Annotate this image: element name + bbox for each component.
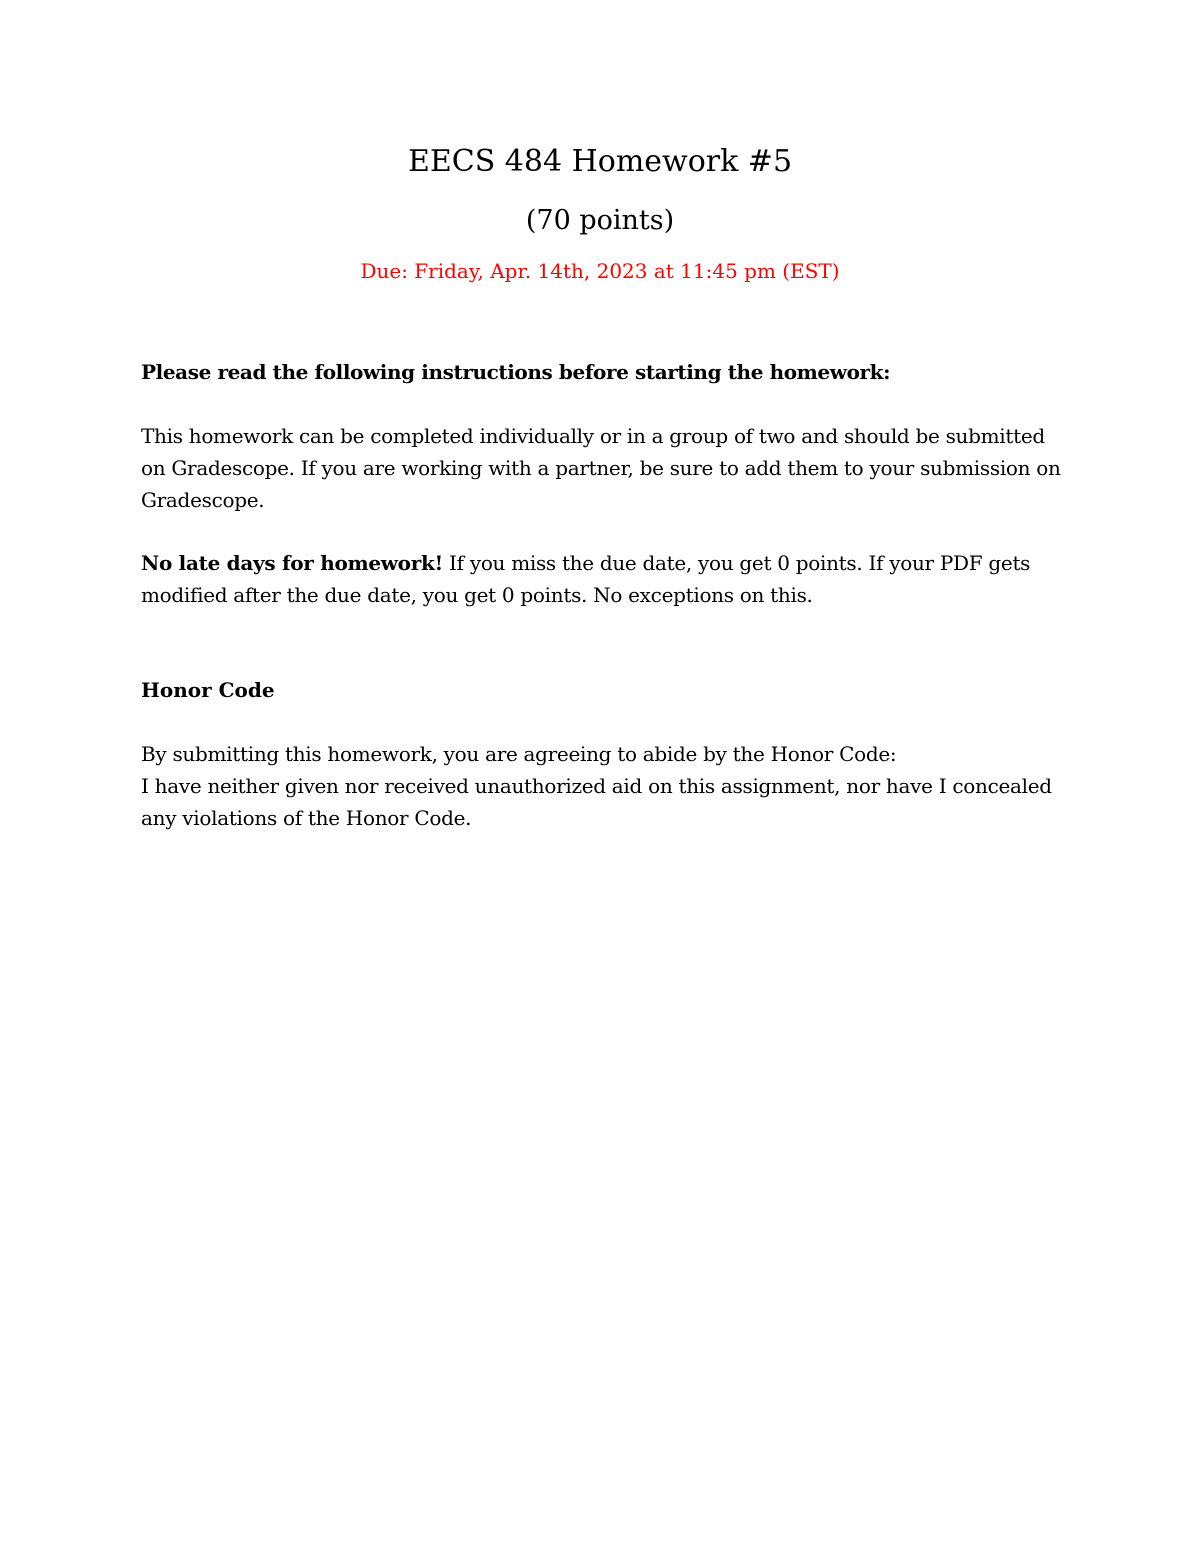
honor-code-pledge: I have neither given nor received unauthorized aid on this assignment, nor have I concealed any violations of the Honor Code.: [141, 774, 1052, 830]
honor-code-heading: Honor Code: [141, 678, 275, 702]
honor-code-agreement-line: By submitting this homework, you are agreeing to abide by the Honor Code:: [141, 742, 897, 766]
homework-title: EECS 484 Homework #5: [407, 144, 793, 179]
instructions-heading: Please read the following instructions before starting the homework:: [141, 360, 891, 384]
group-submission-paragraph: This homework can be completed individually or in a group of two and should be submitted on Gradescope. If you are working with a partner, be sure to add them to your submission on Gradescope.: [141, 424, 1061, 512]
honor-code-paragraph: [141, 738, 1061, 834]
late-policy-text: If you miss the due date, you get 0 points. If your PDF gets modified after the due date, you get 0 points. No exceptions on this.: [141, 551, 1031, 607]
late-policy-paragraph: [141, 547, 1061, 611]
late-policy-emphasis: No late days for homework!: [141, 551, 443, 575]
points-total: (70 points): [525, 205, 675, 236]
due-date: Due: Friday, Apr. 14th, 2023 at 11:45 pm (EST): [360, 259, 840, 283]
